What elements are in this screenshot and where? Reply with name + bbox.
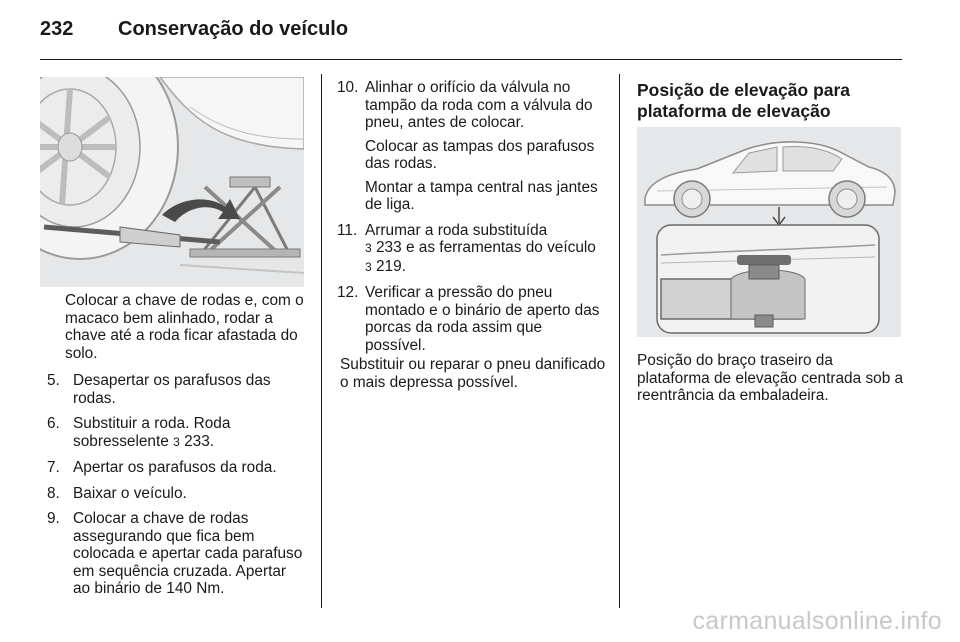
list-item xyxy=(47,372,307,407)
step-text: . xyxy=(401,257,406,275)
list-item xyxy=(47,459,307,477)
lift-point-illustration-svg xyxy=(637,127,901,337)
page-ref-link[interactable]: 219 xyxy=(375,257,402,275)
step-number: 6. xyxy=(47,415,60,432)
jack-illustration-svg xyxy=(40,77,304,287)
list-item xyxy=(47,510,307,598)
step-text: Baixar o veículo. xyxy=(73,484,187,502)
column-divider xyxy=(619,74,620,608)
list-item xyxy=(337,79,605,214)
page-ref-icon: 3 xyxy=(365,259,372,274)
step-subparagraph: Montar a tampa central nas jantes de liga. xyxy=(365,178,598,213)
step-text: Alinhar o orifício da válvula no tampão da roda com a válvula do pneu, antes de colocar. xyxy=(365,79,593,131)
step-text: Desapertar os parafusos das rodas. xyxy=(73,372,271,407)
step-number: 8. xyxy=(47,484,60,502)
section-heading: Posição de elevação para plataforma de elevação xyxy=(637,80,851,121)
step-number: 10. xyxy=(337,79,359,96)
list-item xyxy=(337,284,605,354)
steps-list xyxy=(337,79,605,362)
page-ref-icon: 3 xyxy=(365,241,372,255)
column-divider xyxy=(321,74,322,608)
watermark: carmanualsonline.info xyxy=(692,607,942,635)
intro-paragraph: Colocar a chave de rodas e, com o macaco bem alinhado, rodar a chave até a roda ficar afastada do solo. xyxy=(65,292,304,362)
page-ref-icon: 3 xyxy=(173,434,180,449)
page-title: Conservação do veículo xyxy=(118,18,349,40)
lift-point-illustration xyxy=(637,127,901,337)
step-text: Verificar a pressão do pneu montado e o binário de aperto das porcas da roda assim que possível. xyxy=(365,284,600,354)
list-item xyxy=(47,415,307,451)
step-number: 5. xyxy=(47,372,60,389)
step-text: e as ferramentas do veículo xyxy=(405,239,596,256)
step-number: 9. xyxy=(47,510,60,527)
step-number: 7. xyxy=(47,459,60,476)
step-text: Apertar os parafusos da roda. xyxy=(73,459,277,476)
note-paragraph: Substituir ou reparar o pneu danificado o mais depressa possível. xyxy=(340,356,606,391)
list-item xyxy=(47,485,307,503)
steps-list xyxy=(47,372,307,606)
page-ref-link[interactable]: 233 xyxy=(375,239,402,256)
step-text: Colocar a chave de rodas assegurando que fica bem colocada e apertar cada parafuso em sequência cruzada. Apertar ao binário de 140 Nm. xyxy=(73,510,303,597)
step-text: Substituir a roda. Roda sobresselente xyxy=(73,415,231,450)
page-number: 232 xyxy=(40,18,74,40)
page-ref-link[interactable]: 233 xyxy=(184,432,210,450)
step-subparagraph: Colocar as tampas dos parafusos das rodas. xyxy=(365,137,595,172)
jack-illustration xyxy=(40,77,304,287)
list-item xyxy=(337,222,605,277)
step-text: . xyxy=(209,432,215,450)
header-rule xyxy=(40,59,902,60)
step-number: 11. xyxy=(337,221,358,239)
figure-caption: Posição do braço traseiro da plataforma de elevação centrada sob a reentrância da embaladeira. xyxy=(637,352,904,404)
step-number: 12. xyxy=(337,284,359,301)
step-text: Arrumar a roda substituída xyxy=(365,221,548,239)
